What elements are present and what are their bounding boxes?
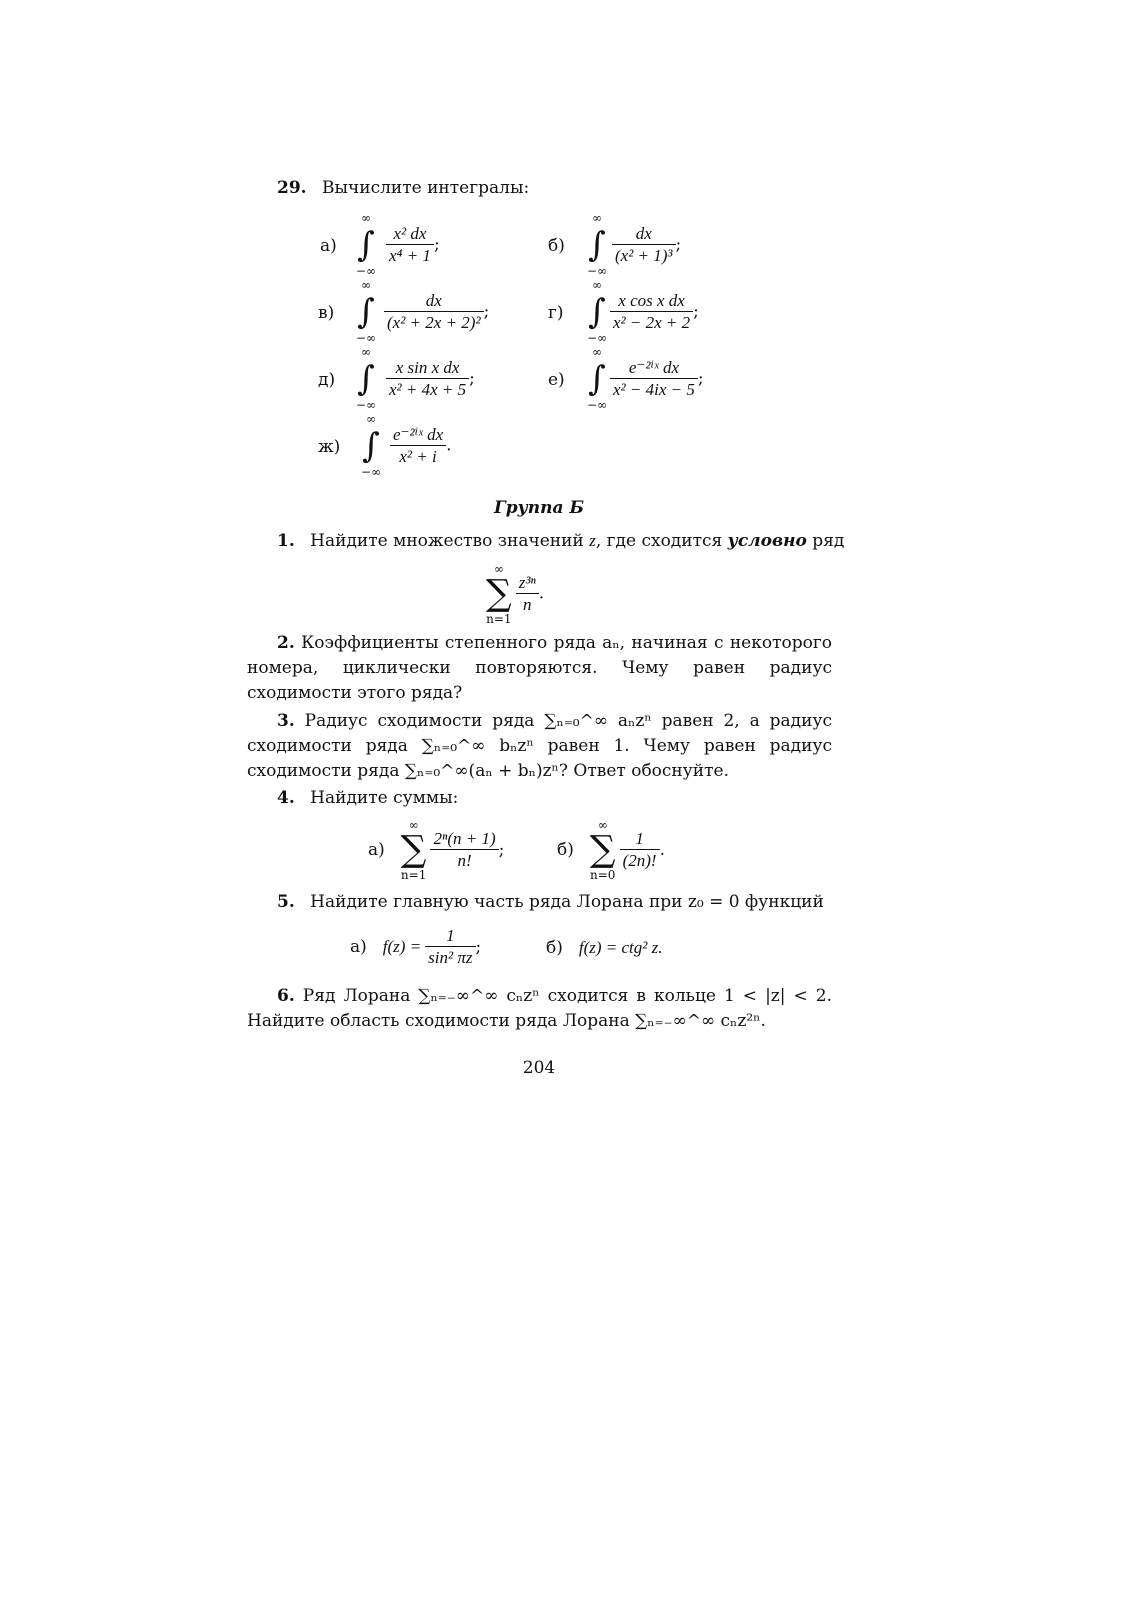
expression: f(z) = ctg² z. xyxy=(578,938,663,957)
lower-limit: n=0 xyxy=(590,868,616,882)
problem-text-mid: , где сходится xyxy=(595,531,723,551)
numerator: e⁻²ⁱˣ dx xyxy=(393,425,444,444)
integral-sign: ∞ ∫ −∞ xyxy=(352,212,380,278)
integrand xyxy=(386,358,475,400)
lower-limit: −∞ xyxy=(360,465,382,479)
item-label: г) xyxy=(548,303,564,323)
problem-1 xyxy=(277,531,844,551)
function-b xyxy=(546,938,663,958)
series-formula xyxy=(486,562,544,626)
punctuation: ; xyxy=(475,937,482,957)
sum-a xyxy=(368,818,504,882)
integrand xyxy=(384,291,489,333)
denominator: sin² πz xyxy=(425,946,475,968)
upper-limit: ∞ xyxy=(361,345,371,359)
numerator: x cos x dx xyxy=(618,291,685,310)
upper-limit: ∞ xyxy=(361,278,371,292)
problem-number: 5. xyxy=(277,892,295,912)
item-label: б) xyxy=(557,840,574,860)
upper-limit: ∞ xyxy=(592,278,602,292)
numerator: x sin x dx xyxy=(395,358,460,377)
problem-text: Радиус сходимости ряда ∑ₙ₌₀^∞ aₙzⁿ равен 2, а радиус сходимости ряда ∑ₙ₌₀^∞ bₙzⁿ равен 1. Чему равен радиус сходимости ряда ∑ₙ₌₀^∞(aₙ + bₙ)zⁿ? Ответ обоснуйте. xyxy=(247,711,832,781)
numerator: dx xyxy=(425,291,442,310)
problem-text-after: ряд xyxy=(812,531,845,551)
numerator: x² dx xyxy=(393,224,427,243)
denominator: (x² + 2x + 2)² xyxy=(384,311,484,333)
lower-limit: −∞ xyxy=(586,398,608,412)
punctuation: . xyxy=(446,435,452,456)
integral-sign: ∞ ∫ −∞ xyxy=(352,346,380,412)
lower-limit: −∞ xyxy=(355,398,377,412)
problem-number: 29. xyxy=(277,178,307,198)
problem-text: Вычислите интегралы: xyxy=(321,178,530,198)
lhs: f(z) = xyxy=(382,937,422,956)
punctuation: ; xyxy=(675,234,682,255)
problem-text: Ряд Лорана ∑ₙ₌₋∞^∞ cₙzⁿ сходится в кольце 1 < |z| < 2. Найдите область сходимости ряда Лорана ∑ₙ₌₋∞^∞ cₙz²ⁿ. xyxy=(247,986,832,1031)
problem-6 xyxy=(247,984,832,1034)
punctuation: ; xyxy=(693,301,699,322)
item-label: ж) xyxy=(318,437,341,457)
integrand xyxy=(612,224,681,266)
punctuation: ; xyxy=(498,840,505,860)
problem-text: Найдите главную часть ряда Лорана при z₀ = 0 функций xyxy=(310,892,824,912)
punctuation: ; xyxy=(433,234,440,255)
upper-limit: ∞ xyxy=(592,211,602,225)
item-label: а) xyxy=(368,840,385,860)
punctuation: ; xyxy=(697,368,704,389)
lower-limit: −∞ xyxy=(355,264,377,278)
upper-limit: ∞ xyxy=(592,345,602,359)
punctuation: ; xyxy=(469,368,475,389)
punctuation: . xyxy=(538,583,545,604)
sum-b xyxy=(557,818,665,882)
upper-limit: ∞ xyxy=(597,818,608,832)
denominator: x⁴ + 1 xyxy=(386,244,434,266)
punctuation: . xyxy=(659,840,665,860)
sum-sign: ∞ ∑ n=1 xyxy=(400,818,427,882)
integral-sign: ∞ ∫ −∞ xyxy=(357,413,385,479)
integrand xyxy=(390,425,452,467)
problem-5-heading xyxy=(277,892,824,912)
denominator: n! xyxy=(430,849,498,871)
numerator: e⁻²ⁱˣ dx xyxy=(628,358,679,377)
item-label: а) xyxy=(320,236,337,256)
problem-text: Коэффициенты степенного ряда aₙ, начиная с некоторого номера, циклически повторяются. Чему равен радиус сходимости этого ряда? xyxy=(247,633,832,703)
upper-limit: ∞ xyxy=(366,412,376,426)
numerator: 1 xyxy=(446,926,455,945)
integral-sign: ∞ ∫ −∞ xyxy=(352,279,380,345)
integrand xyxy=(610,358,704,400)
upper-limit: ∞ xyxy=(361,211,371,225)
problem-number: 6. xyxy=(277,986,295,1006)
lower-limit: n=1 xyxy=(486,612,512,626)
denominator: (x² + 1)³ xyxy=(612,244,676,266)
sum-sign: ∞ ∑ n=0 xyxy=(589,818,616,882)
problem-number: 1. xyxy=(277,531,295,551)
lower-limit: −∞ xyxy=(586,264,608,278)
group-heading: Группа Б xyxy=(494,498,584,518)
item-label: б) xyxy=(546,938,563,958)
lower-limit: n=1 xyxy=(400,868,427,882)
numerator: dx xyxy=(635,224,652,243)
denominator: (2n)! xyxy=(620,849,660,871)
sum-sign: ∞ ∑ n=1 xyxy=(486,562,512,626)
integral-sign: ∞ ∫ −∞ xyxy=(583,346,611,412)
denominator: n xyxy=(516,593,539,615)
item-label: д) xyxy=(318,370,336,390)
function-a xyxy=(350,926,481,968)
problem-number: 2. xyxy=(277,633,295,653)
problem-29-heading xyxy=(277,178,529,198)
lower-limit: −∞ xyxy=(586,331,608,345)
item-label: а) xyxy=(350,937,367,957)
numerator: z³ⁿ xyxy=(518,573,536,592)
problem-text: Найдите множество значений xyxy=(310,531,584,551)
punctuation: ; xyxy=(483,301,490,322)
denominator: x² − 2x + 2 xyxy=(610,311,693,333)
numerator: 1 xyxy=(635,829,644,848)
problem-4-heading xyxy=(277,788,458,808)
variable: z xyxy=(589,531,596,550)
denominator: x² + 4x + 5 xyxy=(386,378,469,400)
problem-number: 3. xyxy=(277,711,295,731)
problem-number: 4. xyxy=(277,788,295,808)
integral-sign: ∞ ∫ −∞ xyxy=(583,279,611,345)
problem-text: Найдите суммы: xyxy=(310,788,459,808)
page-number: 204 xyxy=(522,1058,556,1078)
integrand xyxy=(386,224,440,266)
upper-limit: ∞ xyxy=(408,818,419,832)
denominator: x² + i xyxy=(390,445,446,467)
lower-limit: −∞ xyxy=(355,331,377,345)
emphasis: условно xyxy=(727,531,807,551)
problem-3 xyxy=(247,709,832,784)
integral-sign: ∞ ∫ −∞ xyxy=(583,212,611,278)
upper-limit: ∞ xyxy=(493,562,504,576)
item-label: е) xyxy=(548,370,565,390)
integrand xyxy=(610,291,699,333)
numerator: 2ⁿ(n + 1) xyxy=(433,829,496,848)
item-label: б) xyxy=(548,236,565,256)
problem-2 xyxy=(247,631,832,706)
item-label: в) xyxy=(318,303,335,323)
denominator: x² − 4ix − 5 xyxy=(610,378,698,400)
